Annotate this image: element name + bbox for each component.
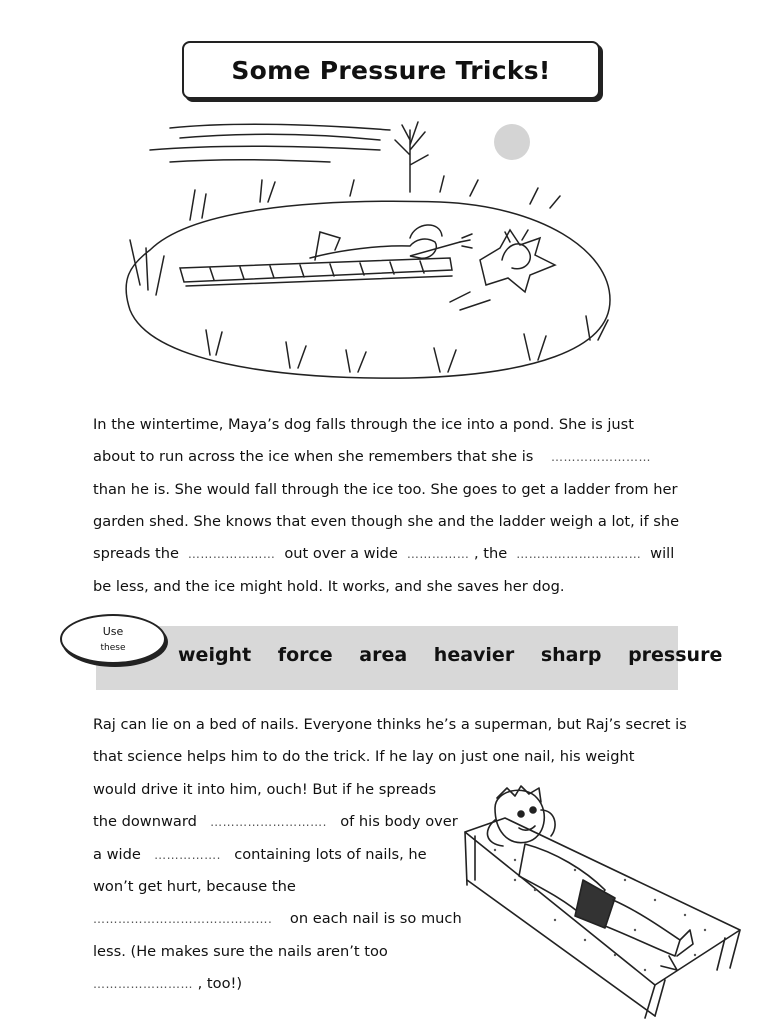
title-box — [182, 41, 600, 99]
word-list — [178, 644, 742, 666]
text-fragment: containing lots of nails, he — [234, 846, 427, 863]
word-force: force — [277, 644, 333, 666]
bed-of-nails-illustration — [455, 780, 745, 1020]
page-title: Some Pressure Tricks! — [231, 55, 551, 85]
blank-force[interactable]: ………………………. — [201, 815, 336, 829]
text-line: that science helps him to do the trick. If he lay on just one nail, his weight — [93, 748, 635, 765]
text-line: Raj can lie on a bed of nails. Everyone thinks he’s a superman, but Raj’s secret is — [93, 716, 687, 733]
text-line — [93, 545, 674, 562]
word-heavier: heavier — [433, 644, 515, 666]
text-line — [93, 448, 651, 465]
text-line — [93, 813, 458, 830]
text-fragment: spreads the — [93, 545, 179, 562]
blank-area-2[interactable]: ……………. — [145, 848, 230, 862]
text-fragment: , too!) — [197, 975, 243, 992]
text-fragment: a wide — [93, 846, 141, 863]
text-line: In the wintertime, Maya’s dog falls through the ice into a pond. She is just — [93, 416, 634, 433]
text-fragment: the downward — [93, 813, 197, 830]
text-line: garden shed. She knows that even though she and the ladder weigh a lot, if she — [93, 513, 680, 530]
text-line: would drive it into him, ouch! But if he spreads — [93, 781, 437, 798]
blank-area[interactable]: …………… — [402, 547, 470, 561]
text-line — [93, 975, 242, 992]
text-line: than he is. She would fall through the ice too. She goes to get a ladder from her — [93, 481, 678, 498]
word-bank — [96, 626, 723, 690]
text-fragment: will — [650, 545, 675, 562]
blank-weight[interactable]: ………………… — [183, 547, 280, 561]
text-line: be less, and the ice might hold. It works, and she saves her dog. — [93, 578, 565, 595]
text-line: won’t get hurt, because the — [93, 878, 296, 895]
text-fragment: on each nail is so much — [289, 910, 462, 927]
word-area: area — [359, 644, 408, 666]
blank-heavier[interactable]: …………………… — [538, 450, 651, 464]
word-weight: weight — [178, 644, 252, 666]
text-line — [93, 846, 427, 863]
pond-illustration — [110, 110, 640, 390]
paragraph-maya — [93, 416, 683, 606]
these-label: these — [100, 643, 126, 653]
word-sharp: sharp — [540, 644, 602, 666]
blank-pressure-2[interactable]: ……………………………………. — [93, 912, 286, 926]
text-fragment: out over a wide — [284, 545, 398, 562]
use-label: Use — [102, 625, 124, 638]
text-fragment: about to run across the ice when she remembers that she is — [93, 448, 534, 465]
text-line: less. (He makes sure the nails aren’t too — [93, 943, 388, 960]
blank-pressure[interactable]: ………………………… — [511, 547, 646, 561]
text-fragment: of his body over — [340, 813, 458, 830]
text-fragment: , the — [474, 545, 508, 562]
word-pressure: pressure — [628, 644, 723, 666]
use-these-label — [60, 614, 166, 664]
text-line — [93, 910, 462, 927]
blank-sharp[interactable]: …………………… — [93, 977, 193, 991]
